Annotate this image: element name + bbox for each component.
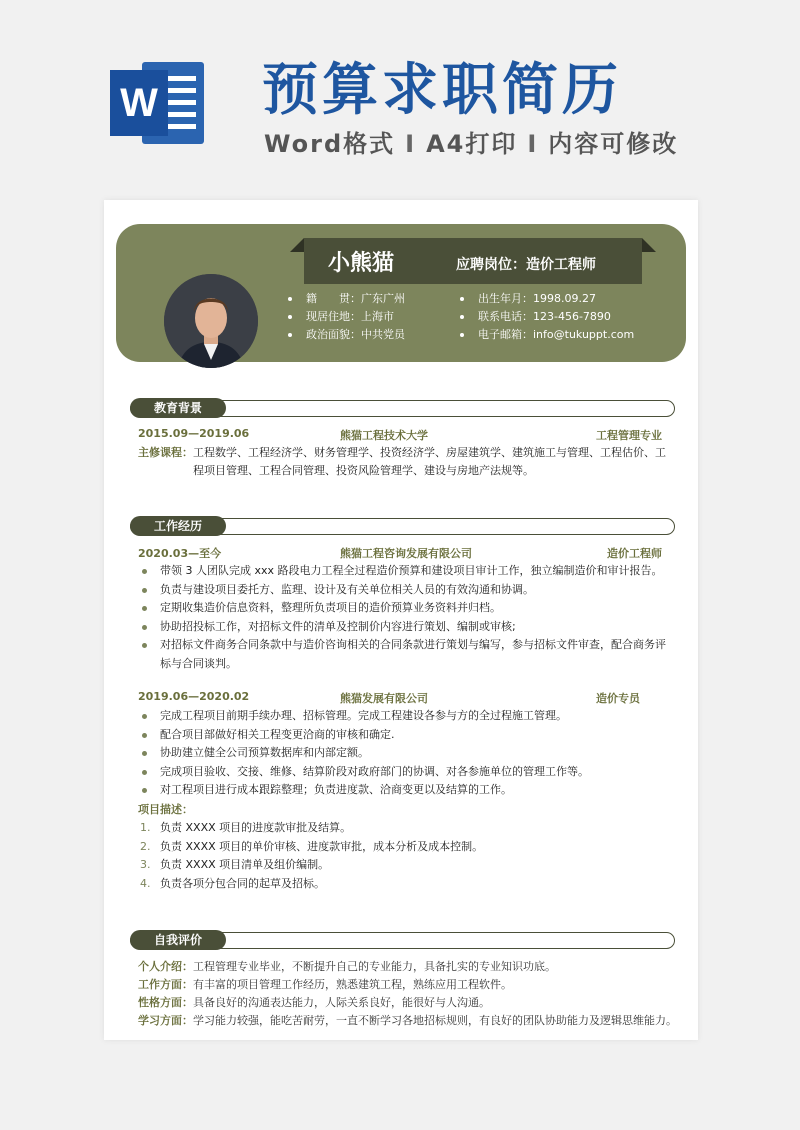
list-item: 负责与建设项目委托方、监理、设计及有关单位相关人员的有效沟通和协调。	[138, 581, 666, 600]
education-school: 熊猫工程技术大学	[340, 429, 428, 442]
resume-page	[104, 200, 698, 1040]
info-hometown: 籍 贯：广东广州	[288, 290, 405, 306]
banner-sub-print: A4打印	[426, 130, 518, 158]
list-item: 3. 负责 XXXX 项目清单及组价编制。	[140, 858, 330, 872]
banner-sep: I	[405, 130, 417, 158]
avatar-image	[164, 274, 258, 368]
job-title: 应聘岗位：造价工程师	[456, 257, 596, 273]
list-item: 配合项目部做好相关工程变更洽商的审核和确定.	[138, 726, 666, 745]
list-item: 1. 负责 XXXX 项目的进度款审批及结算。	[140, 821, 352, 834]
section-title: 教育背景	[130, 398, 226, 418]
job-period: 2020.03—至今	[138, 547, 222, 560]
list-item: 4. 负责各项分包合同的起草及招标。	[140, 876, 325, 890]
job-row-1	[138, 545, 662, 561]
banner-sub-edit: 内容可修改	[548, 130, 679, 158]
list-item-continued: 标与合同谈判。	[160, 656, 237, 670]
list-item: 对招标文件商务合同条款中与造价咨询相关的合同条款进行策划与编写，参与招标文件审查，配合商务评	[138, 636, 666, 655]
job-period: 2019.06—2020.02	[138, 690, 250, 703]
list-item: 定期收集造价信息资料，整理所负责项目的造价预算业务资料并归档。	[138, 599, 666, 618]
banner-title: 预算求职简历	[262, 58, 622, 123]
eval-learning: 学习方面：学习能力较强，能吃苦耐劳，一直不断学习各地招标规则，有良好的团队协助能力及逻辑思维能力。	[138, 1014, 677, 1027]
list-item: 完成工程项目前期手续办理、招标管理。完成工程建设各参与方的全过程施工管理。	[138, 707, 666, 726]
project-list	[138, 819, 666, 893]
list-item: 协助招投标工作，对招标文件的清单及控制价内容进行策划、编制或审核;	[138, 618, 666, 637]
job-company: 熊猫工程咨询发展有限公司	[340, 547, 472, 560]
education-courses: 主修课程：工程数学、工程经济学、财务管理学、投资经济学、房屋建筑学、建筑施工与管理、工程估价、工 程项目管理、工程合同管理、投资风险管理学、建设与房地产法规等。	[138, 446, 666, 477]
job-company: 熊猫发展有限公司	[340, 692, 428, 705]
project-description-label: 项目描述：	[138, 803, 193, 816]
list-item: 带领 3 人团队完成 xxx 路段电力工程全过程造价预算和建设项目审计工作，独立编制造价和审计报告。	[138, 562, 666, 581]
info-email: 电子邮箱：info@tukuppt.com	[460, 326, 634, 342]
list-item: 2. 负责 XXXX 项目的单价审核、进度款审批，成本分析及成本控制。	[140, 839, 484, 853]
info-phone: 联系电话：123-456-7890	[460, 308, 611, 324]
eval-work: 工作方面：有丰富的项目管理工作经历，熟悉建筑工程，熟练应用工程软件。	[138, 978, 512, 991]
eval-intro: 个人介绍：工程管理专业毕业，不断提升自己的专业能力，具备扎实的专业知识功底。	[138, 960, 556, 973]
job-2-bullets	[138, 707, 666, 800]
banner-subtitle	[264, 124, 678, 159]
job-row-2	[138, 690, 662, 706]
section-title: 自我评价	[130, 930, 226, 950]
education-period: 2015.09—2019.06	[138, 427, 250, 440]
name-tab	[304, 238, 642, 284]
banner-sub-format: Word格式	[264, 130, 396, 158]
list-item: 协助建立健全公司预算数据库和内部定额。	[138, 744, 666, 763]
education-major: 工程管理专业	[596, 429, 662, 442]
word-icon	[106, 52, 208, 154]
list-item: 完成项目验收、交接、维修、结算阶段对政府部门的协调、对各参施单位的管理工作等。	[138, 763, 666, 782]
info-residence: 现居住地：上海市	[288, 308, 394, 324]
info-political: 政治面貌：中共党员	[288, 326, 405, 342]
eval-personality: 性格方面：具备良好的沟通表达能力，人际关系良好，能很好与人沟通。	[138, 996, 490, 1009]
job-role: 造价工程师	[607, 547, 662, 560]
banner	[0, 0, 800, 190]
info-birth: 出生年月：1998.09.27	[460, 290, 596, 306]
banner-sep: I	[527, 130, 539, 158]
section-title: 工作经历	[130, 516, 226, 536]
list-item: 对工程项目进行成本跟踪整理；负责进度款、洽商变更以及结算的工作。	[138, 781, 666, 800]
section-evaluation	[130, 930, 675, 950]
education-row	[138, 427, 662, 443]
avatar	[164, 274, 258, 368]
candidate-name: 小熊猫	[328, 251, 395, 276]
word-logo-letter: W	[120, 81, 158, 125]
section-work	[130, 516, 675, 536]
profile-header	[116, 224, 686, 362]
section-education	[130, 398, 675, 418]
job-1-bullets	[138, 562, 666, 674]
job-role: 造价专员	[596, 692, 640, 705]
